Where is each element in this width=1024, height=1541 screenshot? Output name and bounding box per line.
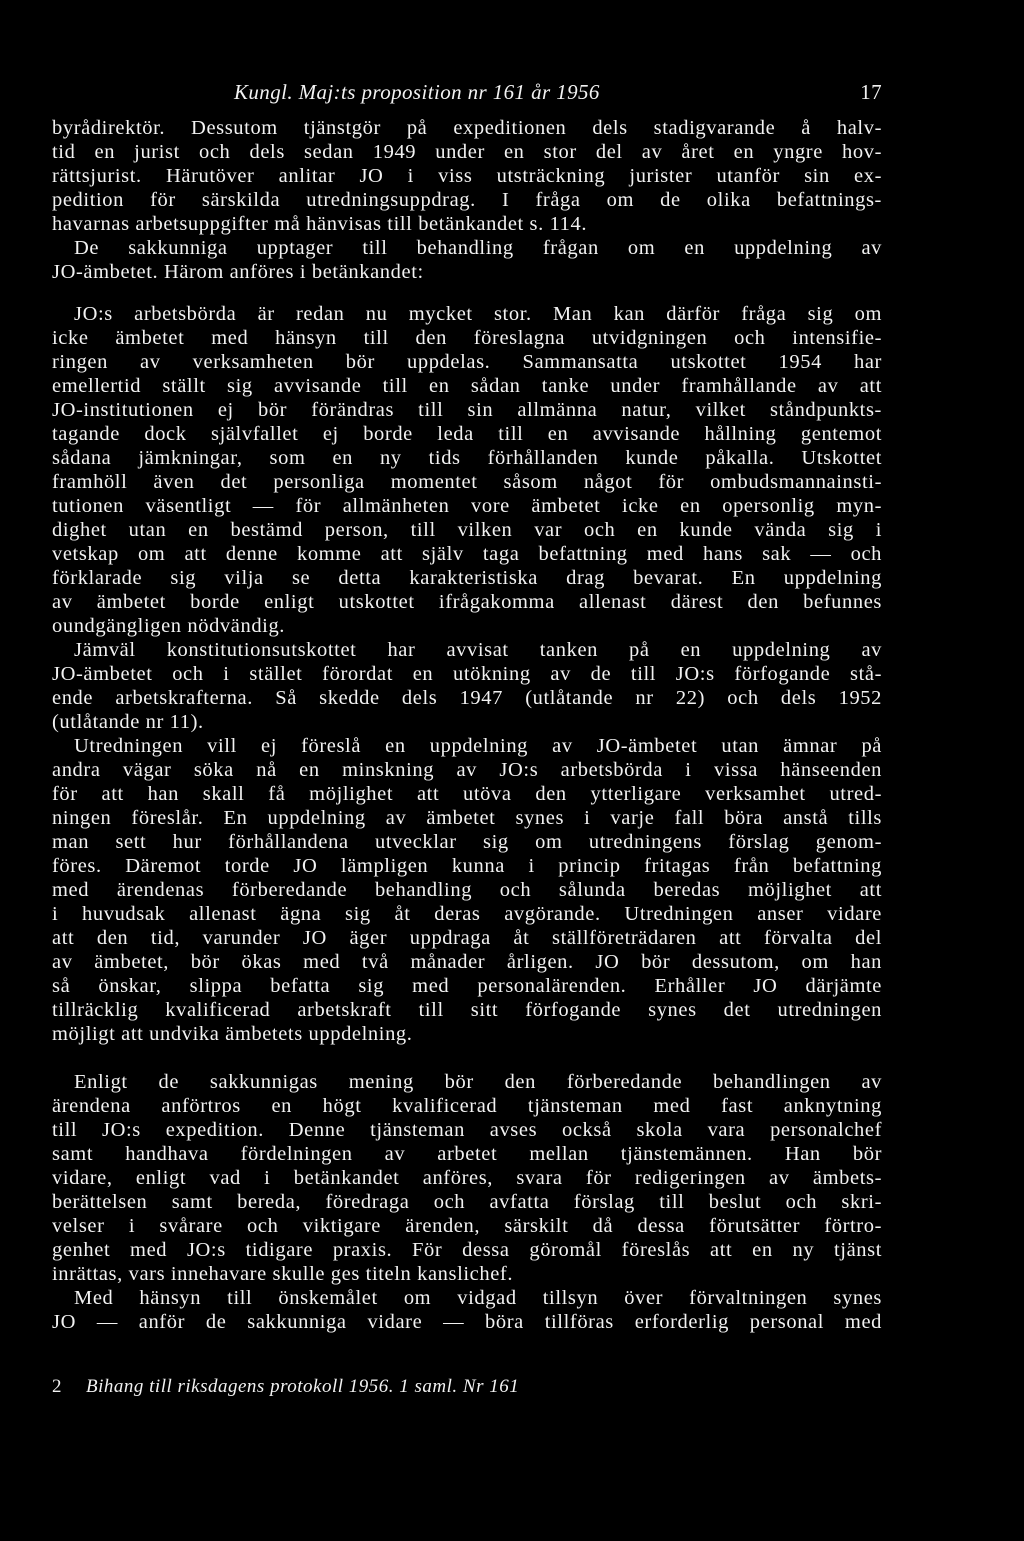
spacer [52,1046,882,1070]
page-number: 17 [860,80,882,104]
paragraph-1 [52,116,882,236]
text-line: man sett hur förhållandena utvecklar sig om utredningens förslag genom- [52,831,882,853]
text-line: Med hänsyn till önskemålet om vidgad tillsyn över förvaltningen synes [74,1287,882,1309]
text-line: ringen av verksamheten bör uppdelas. Sammansatta utskottet 1954 har [52,351,882,373]
running-header [52,80,882,116]
text-line: ärendena anförtros en högt kvalificerad tjänsteman med fast anknytning [52,1095,882,1117]
text-line: emellertid ställt sig avvisande till en sådan tanke under framhållande av att [52,375,882,397]
text-line: rättsjurist. Härutöver anlitar JO i viss utsträckning jurister utanför sin ex- [52,165,882,187]
quotation-paragraph-1 [52,302,882,638]
text-line: att den tid, varunder JO äger uppdraga åt ställföreträdaren att förvalta del [52,927,882,949]
text-line: av ämbetet borde enligt utskottet ifrågakomma allenast därest den befunnes [52,591,882,613]
text-line: vetskap om att denne komme att själv taga befattning med hans sak — och [52,543,882,565]
text-line: ningen föreslår. En uppdelning av ämbetet synes i varje fall böra anstå tills [52,807,882,829]
text-line: vidare, enligt vad i betänkandet anföres, svara för redigeringen av ämbets- [52,1167,882,1189]
text-line: tutionen väsentligt — för allmänheten vore ämbetet icke en opersonlig myn- [52,495,882,517]
text-line: möjligt att undvika ämbetets uppdelning. [52,1023,413,1045]
text-line: ende arbetskrafterna. Så skedde dels 1947 (utlåtande nr 22) och dels 1952 [52,687,882,709]
header-title: Kungl. Maj:ts proposition nr 161 år 1956 [234,80,600,104]
text-line: oundgängligen nödvändig. [52,615,286,637]
text-line: dighet utan en bestämd person, till vilken var och en kunde vända sig i [52,519,882,541]
text-line: sådana jämkningar, som en ny tids förhållanden kunde påkalla. Utskottet [52,447,882,469]
text-line: inrättas, vars innehavare skulle ges titeln kanslichef. [52,1263,514,1285]
text-line: Jämväl konstitutionsutskottet har avvisat tanken på en uppdelning av [74,639,882,661]
text-line: berättelsen samt bereda, föredraga och avfatta förslag till beslut och skri- [52,1191,882,1213]
text-line: pedition för särskilda utredningsuppdrag. I fråga om de olika befattnings- [52,189,882,211]
text-line: icke ämbetet med hänsyn till den föreslagna utvidgningen och intensifie- [52,327,882,349]
text-line: velser i svårare och viktigare ärenden, särskilt då dessa förutsätter förtro- [52,1215,882,1237]
text-line: genhet med JO:s tidigare praxis. För dessa göromål föreslås att en ny tjänst [52,1239,882,1261]
footnote [52,1376,519,1398]
text-line: JO-institutionen ej bör förändras till sin allmänna natur, vilket ståndpunkts- [52,399,882,421]
paragraph-4 [52,1286,882,1334]
text-line: med ärendenas förberedande behandling och sålunda beredas möjlighet att [52,879,882,901]
text-line: förklarade sig vilja se detta karakteristiska drag bevarat. En uppdelning [52,567,882,589]
text-line: samt handhava fördelningen av arbetet mellan tjänstemännen. Han bör [52,1143,882,1165]
paragraph-3 [52,1070,882,1286]
text-line: byrådirektör. Dessutom tjänstgör på expeditionen dels stadigvarande å halv- [52,117,882,139]
text-line: föres. Däremot torde JO lämpligen kunna i princip fritagas från befattning [52,855,882,877]
text-line: tillräcklig kvalificerad arbetskraft till sitt förfogande synes det utredningen [52,999,882,1021]
quotation-paragraph-2 [52,638,882,734]
text-line: De sakkunniga upptager till behandling frågan om en uppdelning av [74,237,882,259]
text-line: av ämbetet, bör ökas med två månader årligen. JO bör dessutom, om han [52,951,882,973]
text-line: så önskar, slippa befatta sig med personalärenden. Erhåller JO därjämte [52,975,882,997]
spacer [52,284,882,302]
signature-number: 2 [52,1376,62,1397]
text-line: Utredningen vill ej föreslå en uppdelning av JO-ämbetet utan ämnar på [74,735,882,757]
paragraph-2 [52,236,882,284]
text-line: JO:s arbetsbörda är redan nu mycket stor. Man kan därför fråga sig om [74,303,882,325]
text-line: Enligt de sakkunnigas mening bör den förberedande behandlingen av [74,1071,882,1093]
text-line: havarnas arbetsuppgifter må hänvisas till betänkandet s. 114. [52,213,588,235]
text-line: JO-ämbetet och i stället förordat en utökning av de till JO:s förfogande stå- [52,663,882,685]
text-line: JO-ämbetet. Härom anföres i betänkandet: [52,261,424,283]
footer-text: Bihang till riksdagens protokoll 1956. 1 saml. Nr 161 [86,1376,520,1397]
text-line: JO — anför de sakkunniga vidare — böra tillföras erforderlig personal med [52,1311,882,1333]
text-line: (utlåtande nr 11). [52,711,204,733]
text-line: andra vägar söka nå en minskning av JO:s arbetsbörda i vissa hänseenden [52,759,882,781]
body-text [52,116,882,1334]
text-line: tagande dock självfallet ej borde leda till en avvisande hållning gentemot [52,423,882,445]
quotation-paragraph-3 [52,734,882,1046]
text-line: framhöll även det personliga momentet såsom något för ombudsmannainsti- [52,471,882,493]
text-line: i huvudsak allenast ägna sig åt deras avgörande. Utredningen anser vidare [52,903,882,925]
text-line: för att han skall få möjlighet att utöva den ytterligare verksamhet utred- [52,783,882,805]
text-line: till JO:s expedition. Denne tjänsteman avses också skola vara personalchef [52,1119,882,1141]
text-line: tid en jurist och dels sedan 1949 under en stor del av året en yngre hov- [52,141,882,163]
document-page [52,80,882,1334]
